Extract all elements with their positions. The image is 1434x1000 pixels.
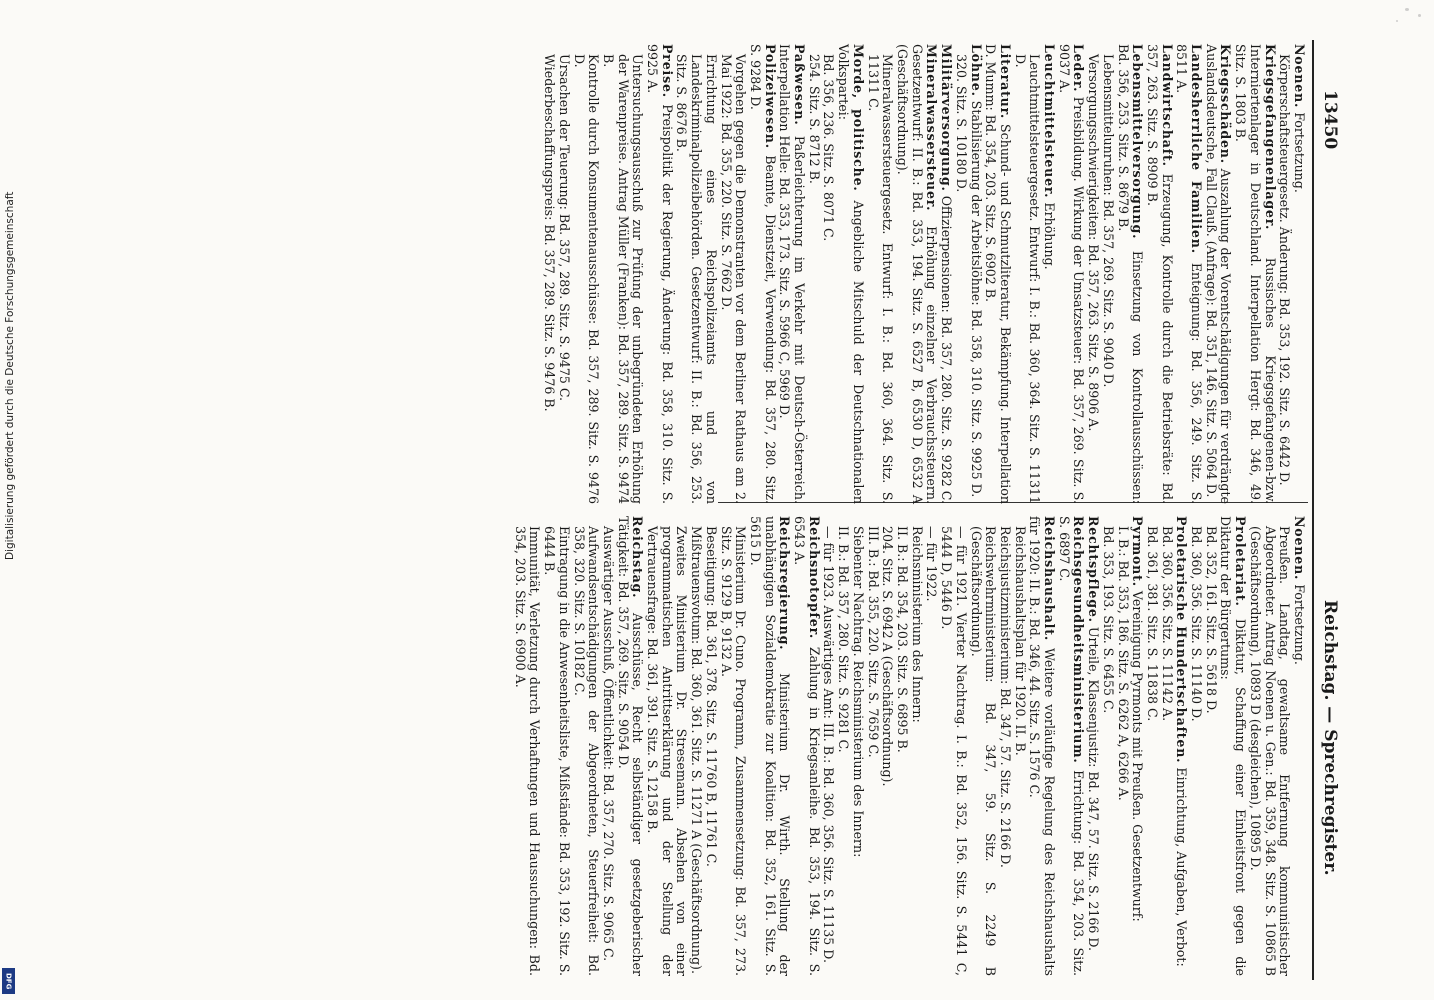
register-entry	[938, 44, 953, 504]
entry-heading: Militärversorgung.	[939, 44, 955, 192]
entry-line: Wiederbeschaffungspreis: Bd. 357, 289. Sitz. S. 9476 B.	[542, 54, 558, 412]
entry-heading: Proletariat.	[1233, 516, 1249, 607]
header-rule	[1312, 40, 1314, 980]
entry-heading: Paßwesen.	[792, 44, 808, 126]
register-entry	[1232, 44, 1276, 504]
page-title: Reichstag. — Sprechregister.	[1320, 600, 1340, 876]
entry-line: Errichtung eines Reichspolizeiamts und von Landeskriminalpolizeibehörden. Gesetzentwurf: II. B.: Bd. 356, 253. Sitz. S. 8676 B.	[674, 54, 719, 504]
entry-line: Vorgehen gegen die Demonstranten vor dem Berliner Rathaus am 2. Mai 1922: Bd. 355, 220. Sitz. S. 7662 D.	[718, 54, 749, 504]
entry-heading: Polizeiwesen.	[762, 44, 778, 149]
register-entry	[512, 516, 644, 976]
entry-line: Siebenter Nachtrag. Reichsministerium des Innern:	[850, 526, 866, 858]
entry-line: Erzeugung, Kontrolle durch die Betriebsräte: Bd. 357, 263. Sitz. S. 8909 B.	[1144, 44, 1175, 504]
entry-line: Erhöhung.	[1042, 202, 1058, 270]
entry-line: Bd. 361, 381. Sitz. S. 11838 C.	[1144, 526, 1160, 722]
register-entry	[953, 44, 982, 504]
entry-line: Diktatur, Schaffung einer Einheitsfront gegen die Diktatur der Bürgertums:	[1218, 516, 1249, 976]
entry-heading: Löhne.	[968, 44, 984, 97]
entry-line: Schund- und Schmutzliteratur, Bekämpfung. Interpellation D. Mumm: Bd. 354, 203. Sitz. S. 6902 B.	[983, 44, 1013, 504]
entry-heading: Landesherrliche Familien.	[1189, 44, 1205, 254]
entry-heading: Noenen.	[1292, 516, 1307, 581]
entry-line: Preispolitik der Regierung, Änderung: Bd. 358, 310. Sitz. S. 9925 A.	[645, 44, 675, 504]
register-entry	[1144, 516, 1188, 976]
entry-line: Preußen. Landtag, gewaltsame Entfernung kommunistischer Abgeordneter. Antrag Noenen u. Gen.: Bd. 359, 348. Sitz. S. 10865 B (Geschäftsordnung), 10893 D (desgleichen), 10895 D.	[1247, 526, 1293, 976]
entry-line: — für 1922.	[924, 526, 940, 602]
register-entry	[674, 44, 777, 504]
entry-line: Ausschüsse, Recht selbständiger gesetzgeberischer Tätigkeit: Bd. 357, 269. Sitz. S. 9054 D.	[615, 516, 646, 976]
page-number: 13450	[1320, 90, 1340, 150]
entry-line: Auswärtiger Ausschuß, Öffentlichkeit: Bd. 357, 270. Sitz. S. 9065 C.	[600, 526, 616, 962]
entry-line: Einsetzung von Kontrollausschüssen: Bd. 356, 253. Sitz. S. 8679 B.	[1115, 44, 1146, 504]
entry-line: 254. Sitz. S. 8712 B.	[806, 54, 822, 184]
entry-line: 204. Sitz. S. 6942 A (Geschäftsordnung).	[880, 526, 896, 787]
register-entry	[1085, 44, 1144, 504]
dfg-logo: DFG	[2, 968, 15, 994]
entry-heading: Reichshaushalt.	[1042, 516, 1058, 642]
entry-line: Erhöhung einzelner Verbrauchssteuern. Gesetzentwurf: II. B.: Bd. 353, 194. Sitz. S. 6527 B, 6530 D, 6532 A (Geschäftsordnung).	[895, 44, 940, 504]
entry-line: I. B.: Bd. 353, 186. Sitz. S. 6262 A, 6266 A.	[1115, 526, 1131, 801]
entry-line: Reichsministerium des Innern:	[909, 526, 925, 723]
register-entry	[806, 44, 865, 504]
entry-heading: Literatur.	[997, 44, 1013, 120]
entry-line: Bd. 360, 356. Sitz. S. 11140 D.	[1189, 526, 1205, 722]
entry-line: Urteile, Klassenjustiz: Bd. 347, 57. Sitz. S. 2166 D.	[1086, 626, 1102, 952]
entry-line: Ursachen der Teuerung: Bd. 357, 289. Sitz. S. 9475 C.	[556, 54, 572, 402]
entry-heading: Landwirtschaft.	[1159, 44, 1175, 167]
entry-line: Mißtrauensvotum: Bd. 360, 361. Sitz. S. 11271 A (Geschäftsordnung).	[689, 526, 705, 974]
entry-line: Einrichtung, Aufgaben, Verbot:	[1174, 767, 1190, 967]
entry-line: Weitere vorläufige Regelung des Reichshaushalts für 1920: II. B.: Bd. 346, 44. Sitz. S. 1576 C.	[1027, 516, 1058, 976]
entry-line: Enteignung: Bd. 356, 249. Sitz. S. 8511 A.	[1174, 44, 1205, 504]
entry-line: Kontrolle durch Konsumentenausschüsse: Bd. 357, 289. Sitz. S. 9476 D.	[571, 54, 602, 504]
register-entry	[1277, 44, 1306, 504]
entry-line: Aufwandsentschädigungen der Abgeordneten, Steuerfreiheit: Bd. 358, 320. Sitz. S. 10182 C.	[571, 526, 602, 976]
entry-heading: Morde, politische.	[850, 44, 866, 192]
entry-heading: Leuchtmittelsteuer.	[1042, 44, 1058, 199]
entry-line: Stabilisierung der Arbeitslöhne: Bd. 358, 310. Sitz. S. 9925 D.	[968, 100, 984, 498]
entry-line: Beseitigung: Bd. 361, 378. Sitz. S. 11760 B, 11761 C.	[703, 526, 719, 867]
entry-line: Untersuchungsausschuß zur Prüfung der unbegründeten Erhöhung der Warenpreise. Antrag Müller (Franken): Bd. 357, 289. Sitz. S. 9474 B.	[600, 54, 646, 505]
register-entry	[1174, 44, 1203, 504]
entry-line: Fortsetzung.	[1292, 584, 1307, 665]
entry-line: Paßerleichterung im Verkehr mit Deutsch-Österreich. Interpellation Helle: Bd. 353, 173. Sitz. S. 5966 C, 5969 D.	[777, 44, 808, 504]
entry-line: Versorgungsschwierigkeiten: Bd. 357, 263. Sitz. S. 8906 A.	[1086, 54, 1102, 432]
entry-line: Ministerium Dr. Cuno. Programm, Zusammensetzung: Bd. 357, 273. Sitz. S. 9129 B, 9132 A.	[718, 526, 749, 976]
register-entry	[1085, 516, 1100, 976]
register-entry	[1203, 44, 1232, 504]
entry-line: Bd. 360, 356. Sitz. S. 11142 A.	[1159, 526, 1175, 722]
register-entry	[1012, 44, 1056, 504]
entry-line: Preisbildung. Wirkung der Umsatzsteuer: Bd. 357, 269. Sitz. S. 9037 A.	[1056, 44, 1087, 504]
register-entry	[644, 516, 791, 976]
entry-line: 320. Sitz. S. 10180 D.	[953, 54, 969, 193]
entry-heading: Reichsnotopfer.	[806, 516, 822, 640]
register-entry	[791, 516, 820, 976]
entry-heading: Lebensmittelversorgung.	[1130, 44, 1146, 240]
register-entry	[777, 44, 806, 504]
entry-line: Reichswehrministerium: Bd. 347, 59. Sitz. S. 2249 B (Geschäftsordnung).	[968, 526, 999, 976]
entry-line: Angebliche Mitschuld der Deutschnationalen Volkspartei:	[836, 44, 866, 504]
entry-heading: Kriegsschäden.	[1218, 44, 1234, 164]
register-entry	[1247, 516, 1306, 976]
entry-line: Reichshaushaltsplan für 1920. II. B.	[1012, 526, 1028, 756]
entry-line: Vereinigung Pyrmonts mit Preußen. Gesetzentwurf:	[1130, 590, 1146, 922]
entry-line: Offizierpensionen: Bd. 357, 280. Sitz. S. 9282 C.	[939, 195, 955, 504]
entry-line: Mineralwassersteuergesetz. Entwurf: I. B.: Bd. 360, 364. Sitz. S. 11311 C.	[865, 54, 896, 504]
entry-line: Zahlung in Kriegsanleihe. Bd. 353, 194. Sitz. S. 6543 A.	[792, 516, 822, 976]
entry-line: Reichsjustizministerium: Bd. 347, 57. Sitz. S. 2166 D.	[997, 526, 1013, 868]
register-entry	[1056, 44, 1085, 504]
register-entry	[1100, 516, 1144, 976]
register-entry	[821, 516, 1056, 976]
digitization-footer: Digitalisierung gefördert durch die Deutsche Forschungsgemeinschaft	[4, 191, 16, 560]
entry-heading: Noenen.	[1292, 44, 1307, 109]
entry-line: Auszahlung der Vorentschädigungen für verdrängte Auslandsdeutsche, Fall Clauß. (Anfrage): Bd. 351, 146. Sitz. S. 5064 D.	[1203, 44, 1234, 504]
entry-line: II. B.: Bd. 354, 203. Sitz. S. 6895 B.	[895, 526, 911, 753]
entry-line: Bd. 352, 161. Sitz. S. 5618 D.	[1203, 526, 1219, 714]
entry-line: Bd. 356, 236. Sitz. S. 8071 C.	[821, 54, 837, 242]
register-entry	[1188, 516, 1247, 976]
register-entry	[865, 44, 939, 504]
entry-heading: Reichsregierung.	[777, 516, 793, 651]
entry-line: Körperschaftsteuergesetz. Änderung: Bd. 353, 192. Sitz. S. 6442 D.	[1277, 54, 1293, 486]
entry-line: II. B.: Bd. 357, 280. Sitz. S. 9281 C.	[836, 526, 852, 753]
entry-line: Errichtung: Bd. 354, 203. Sitz. S. 6897 C.	[1056, 516, 1087, 976]
entry-heading: Reichsgesundheitsministerium.	[1071, 516, 1087, 764]
entry-heading: Rechtspflege.	[1086, 516, 1102, 623]
entry-line: Immunität, Verletzung durch Verhaftungen und Haussuchungen: Bd. 354, 203. Sitz. S. 6900 A.	[512, 526, 543, 976]
entry-heading: Mineralwassersteuer.	[924, 44, 940, 212]
entry-heading: Proletarische Hundertschaften.	[1174, 516, 1190, 764]
entry-heading: Preise.	[659, 44, 675, 98]
register-entry	[1056, 516, 1085, 976]
entry-line: Leuchtmittelsteuergesetz. Entwurf: I. B.: Bd. 360, 364. Sitz. S. 11311 D.	[1012, 54, 1043, 504]
entry-line: Russisches Kriegsgefangenen-bzw. Interniertenlager in Deutschland. Interpellation Hergt: Bd. 346, 49. Sitz. S. 1803 B.	[1233, 44, 1278, 504]
rotated-page	[60, 0, 1350, 1000]
entry-line: Beamte, Dienstzeit, Verwendung: Bd. 357, 280. Sitz. S. 9284 D.	[747, 44, 778, 504]
page-header	[1312, 40, 1346, 980]
entry-line: Zweites Ministerium Dr. Stresemann. Absehen von einer programmatischen Antrittserklärung und der Stellung der Vertrauensfrage: Bd. 361, 391. Sitz. S. 12158 B.	[645, 526, 690, 976]
entry-heading: Kriegsgefangenenlager.	[1262, 44, 1278, 231]
entry-line: Ministerium Dr. Wirth. Stellung der unabhängigen Sozialdemokratie zur Koalition: Bd. 352, 161. Sitz. S. 5615 D.	[747, 516, 793, 976]
left-column	[541, 44, 1306, 504]
entry-line: III. B.: Bd. 355, 220. Sitz. S. 7659 C.	[865, 526, 881, 758]
entry-line: Fortsetzung.	[1292, 112, 1307, 193]
register-entry	[1144, 44, 1173, 504]
entry-line: Lebensmittelunruhen: Bd. 357, 269. Sitz. S. 9040 D.	[1100, 54, 1116, 388]
entry-heading: Pyrmont.	[1130, 516, 1146, 587]
register-entry	[541, 44, 673, 504]
entry-line: — für 1921. Vierter Nachtrag. I. B.: Bd. 352, 156. Sitz. S. 5441 C, 5444 D, 5446 D.	[939, 526, 969, 976]
register-entry	[983, 44, 1012, 504]
entry-heading: Reichstag.	[630, 516, 646, 599]
entry-line: — für 1923. Auswärtiges Amt: III. B.: Bd. 360, 356. Sitz. S. 11135 D.	[821, 526, 837, 963]
entry-line: Eintragung in die Anwesenheitsliste, Mißstände: Bd. 353, 192. Sitz. S. 6444 B.	[542, 526, 572, 976]
entry-heading: Leder.	[1071, 44, 1087, 93]
entry-line: Bd. 353, 193. Sitz. S. 6455 C.	[1100, 526, 1116, 714]
right-column	[512, 516, 1306, 976]
